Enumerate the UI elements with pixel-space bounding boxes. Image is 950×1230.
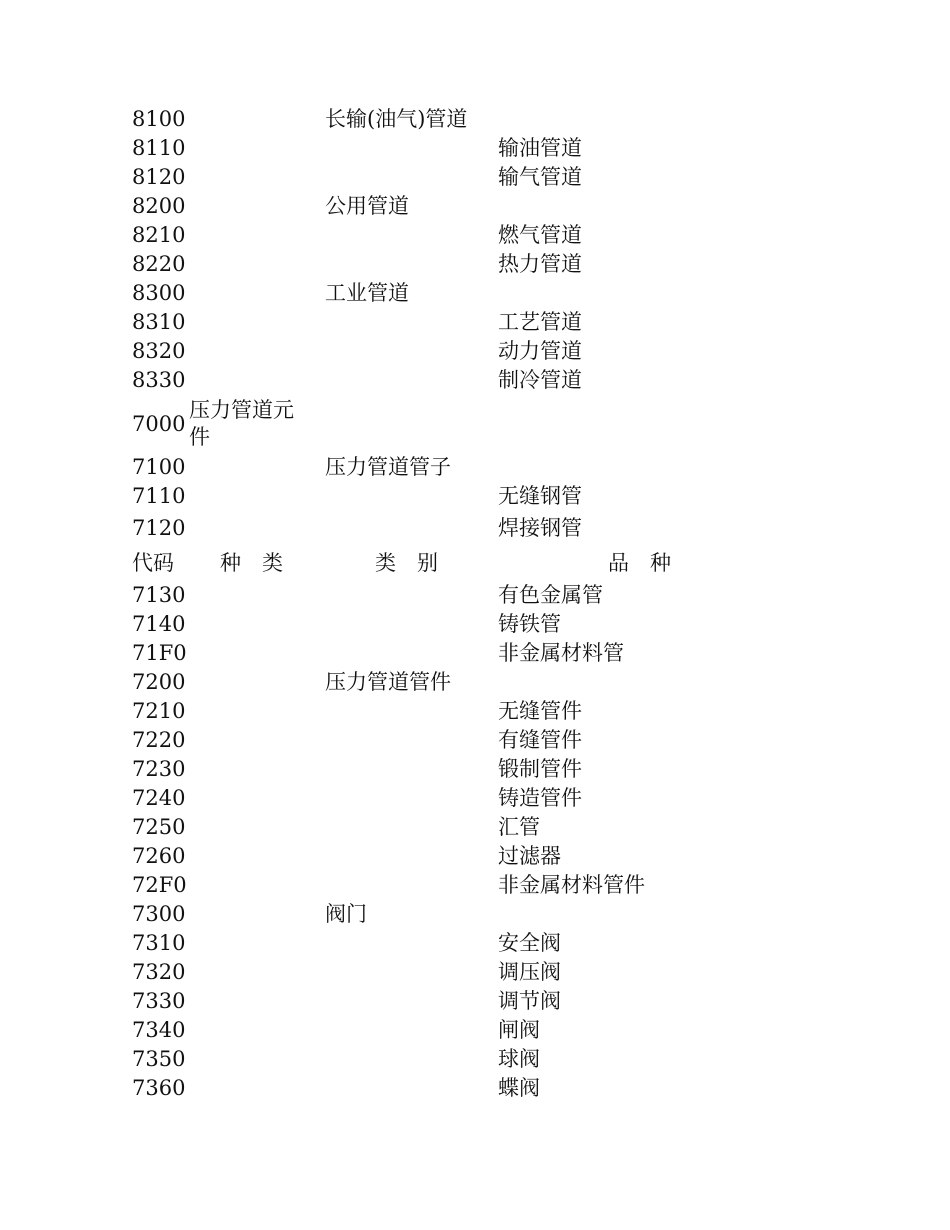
header-variety: 品 种 (608, 551, 671, 575)
table-row (132, 105, 852, 134)
row-variety: 过滤器 (498, 844, 561, 868)
table-row (132, 610, 852, 639)
row-code: 7220 (132, 728, 186, 752)
table-row (132, 900, 852, 929)
row-variety: 球阀 (498, 1047, 540, 1071)
header-kind: 种 类 (220, 551, 283, 575)
row-code: 8100 (132, 107, 186, 131)
table-row (132, 192, 852, 221)
row-variety: 铸铁管 (498, 612, 561, 636)
table-row (132, 668, 852, 697)
table-row (132, 395, 852, 453)
table-row (132, 697, 852, 726)
row-code: 8220 (132, 252, 186, 276)
row-code: 7130 (132, 583, 186, 607)
table-row (132, 726, 852, 755)
row-kind: 压力管道元件 (189, 398, 294, 449)
row-code: 8110 (132, 136, 186, 160)
row-variety: 无缝钢管 (498, 484, 582, 508)
row-variety: 有色金属管 (498, 583, 603, 607)
row-code: 8300 (132, 281, 186, 305)
row-variety: 调节阀 (498, 989, 561, 1013)
row-code: 7340 (132, 1018, 186, 1042)
row-code: 7310 (132, 931, 186, 955)
row-variety: 工艺管道 (498, 310, 582, 334)
table-row (132, 453, 852, 482)
row-variety: 锻制管件 (498, 757, 582, 781)
table-header-row (132, 546, 852, 581)
row-code: 7000 (132, 412, 186, 436)
table-row (132, 813, 852, 842)
table-row (132, 279, 852, 308)
row-code: 7110 (132, 484, 186, 508)
row-category: 长输(油气)管道 (325, 107, 468, 131)
table-row (132, 958, 852, 987)
row-code: 7360 (132, 1076, 186, 1100)
row-category: 工业管道 (325, 281, 409, 305)
row-code: 7350 (132, 1047, 186, 1071)
row-category: 压力管道管件 (325, 670, 451, 694)
row-variety: 制冷管道 (498, 368, 582, 392)
row-variety: 闸阀 (498, 1018, 540, 1042)
table-row (132, 581, 852, 610)
row-code: 7250 (132, 815, 186, 839)
table-row (132, 366, 852, 395)
row-code: 7330 (132, 989, 186, 1013)
row-code: 7140 (132, 612, 186, 636)
row-variety: 有缝管件 (498, 728, 582, 752)
table-row (132, 250, 852, 279)
table-row (132, 639, 852, 668)
row-code: 7300 (132, 902, 186, 926)
row-code: 8330 (132, 368, 186, 392)
table-row (132, 163, 852, 192)
row-code: 7120 (132, 516, 186, 540)
row-category: 阀门 (325, 902, 367, 926)
row-code: 8200 (132, 194, 186, 218)
table-row (132, 784, 852, 813)
row-variety: 蝶阀 (498, 1076, 540, 1100)
table-row (132, 842, 852, 871)
row-variety: 安全阀 (498, 931, 561, 955)
table-row (132, 134, 852, 163)
table-row (132, 1016, 852, 1045)
table-row (132, 871, 852, 900)
row-variety: 汇管 (498, 815, 540, 839)
row-variety: 非金属材料管 (498, 641, 624, 665)
row-code: 72F0 (132, 873, 187, 897)
row-code: 7240 (132, 786, 186, 810)
row-variety: 热力管道 (498, 252, 582, 276)
table-row (132, 1045, 852, 1074)
row-code: 8210 (132, 223, 186, 247)
row-code: 7320 (132, 960, 186, 984)
row-code: 7200 (132, 670, 186, 694)
row-variety: 焊接钢管 (498, 516, 582, 540)
row-category: 公用管道 (325, 194, 409, 218)
row-category: 压力管道管子 (325, 455, 451, 479)
classification-table (132, 105, 852, 1103)
header-code: 代码 (132, 551, 174, 575)
table-row (132, 221, 852, 250)
row-variety: 非金属材料管件 (498, 873, 645, 897)
table-row (132, 308, 852, 337)
table-row (132, 482, 852, 511)
table-row (132, 511, 852, 546)
table-row (132, 755, 852, 784)
row-code: 7210 (132, 699, 186, 723)
table-row (132, 987, 852, 1016)
header-category: 类 别 (375, 551, 438, 575)
row-variety: 输油管道 (498, 136, 582, 160)
row-code: 7260 (132, 844, 186, 868)
row-code: 8320 (132, 339, 186, 363)
table-row (132, 1074, 852, 1103)
row-code: 8310 (132, 310, 186, 334)
row-code: 71F0 (132, 641, 187, 665)
row-code: 7230 (132, 757, 186, 781)
row-variety: 调压阀 (498, 960, 561, 984)
row-code: 7100 (132, 455, 186, 479)
row-variety: 铸造管件 (498, 786, 582, 810)
row-variety: 燃气管道 (498, 223, 582, 247)
table-row (132, 929, 852, 958)
row-variety: 动力管道 (498, 339, 582, 363)
row-variety: 输气管道 (498, 165, 582, 189)
row-code: 8120 (132, 165, 186, 189)
table-row (132, 337, 852, 366)
row-variety: 无缝管件 (498, 699, 582, 723)
